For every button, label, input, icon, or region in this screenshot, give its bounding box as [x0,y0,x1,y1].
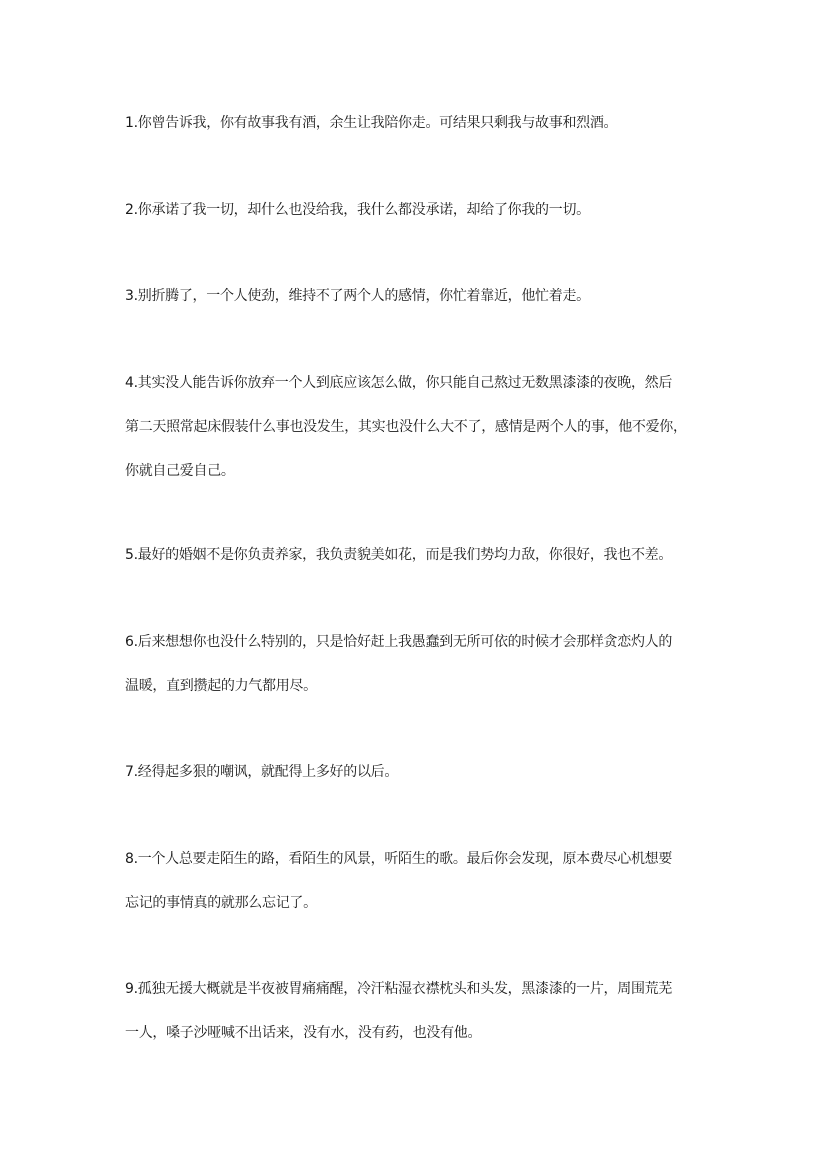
paragraph-line: 8.一个人总要走陌生的路，看陌生的风景，听陌生的歌。最后你会发现，原本费尽心机想要 [125,851,673,867]
paragraph-8 [125,849,715,913]
paragraph-line: 温暖，直到攒起的力气都用尽。 [125,678,317,694]
paragraph-line: 2.你承诺了我一切，却什么也没给我，我什么都没承诺，却给了你我的一切。 [125,202,590,218]
paragraph-line: 6.后来想想你也没什么特别的，只是恰好赶上我愚蠢到无所可依的时候才会那样贪恋灼人的 [125,634,673,650]
paragraph-1 [125,113,715,133]
paragraph-2 [125,200,715,220]
paragraph-5 [125,545,715,565]
paragraph-line: 7.经得起多狠的嘲讽，就配得上多好的以后。 [125,764,399,780]
paragraph-line: 3.别折腾了，一个人使劲，维持不了两个人的感情，你忙着靠近，他忙着走。 [125,288,590,304]
paragraph-6 [125,632,715,696]
paragraph-line: 1.你曾告诉我，你有故事我有酒，余生让我陪你走。可结果只剩我与故事和烈酒。 [125,115,618,131]
paragraph-line: 4.其实没人能告诉你放弃一个人到底应该怎么做，你只能自己熬过无数黑漆漆的夜晚，然后 [125,375,673,391]
paragraph-line: 你就自己爱自己。 [125,463,235,479]
paragraph-line: 一人，嗓子沙哑喊不出话来，没有水，没有药，也没有他。 [125,1025,482,1041]
paragraph-4 [125,373,715,481]
paragraph-line: 5.最好的婚姻不是你负责养家，我负责貌美如花，而是我们势均力敌，你很好，我也不差。 [125,547,673,563]
paragraph-line: 9.孤独无援大概就是半夜被胃痛痛醒，冷汗粘湿衣襟枕头和头发，黑漆漆的一片，周围荒芜 [125,981,673,997]
paragraph-3 [125,286,715,306]
paragraph-7 [125,762,715,782]
paragraph-line: 第二天照常起床假装什么事也没发生，其实也没什么大不了，感情是两个人的事，他不爱你， [125,419,687,435]
paragraph-line: 忘记的事情真的就那么忘记了。 [125,895,317,911]
paragraph-9 [125,979,715,1043]
